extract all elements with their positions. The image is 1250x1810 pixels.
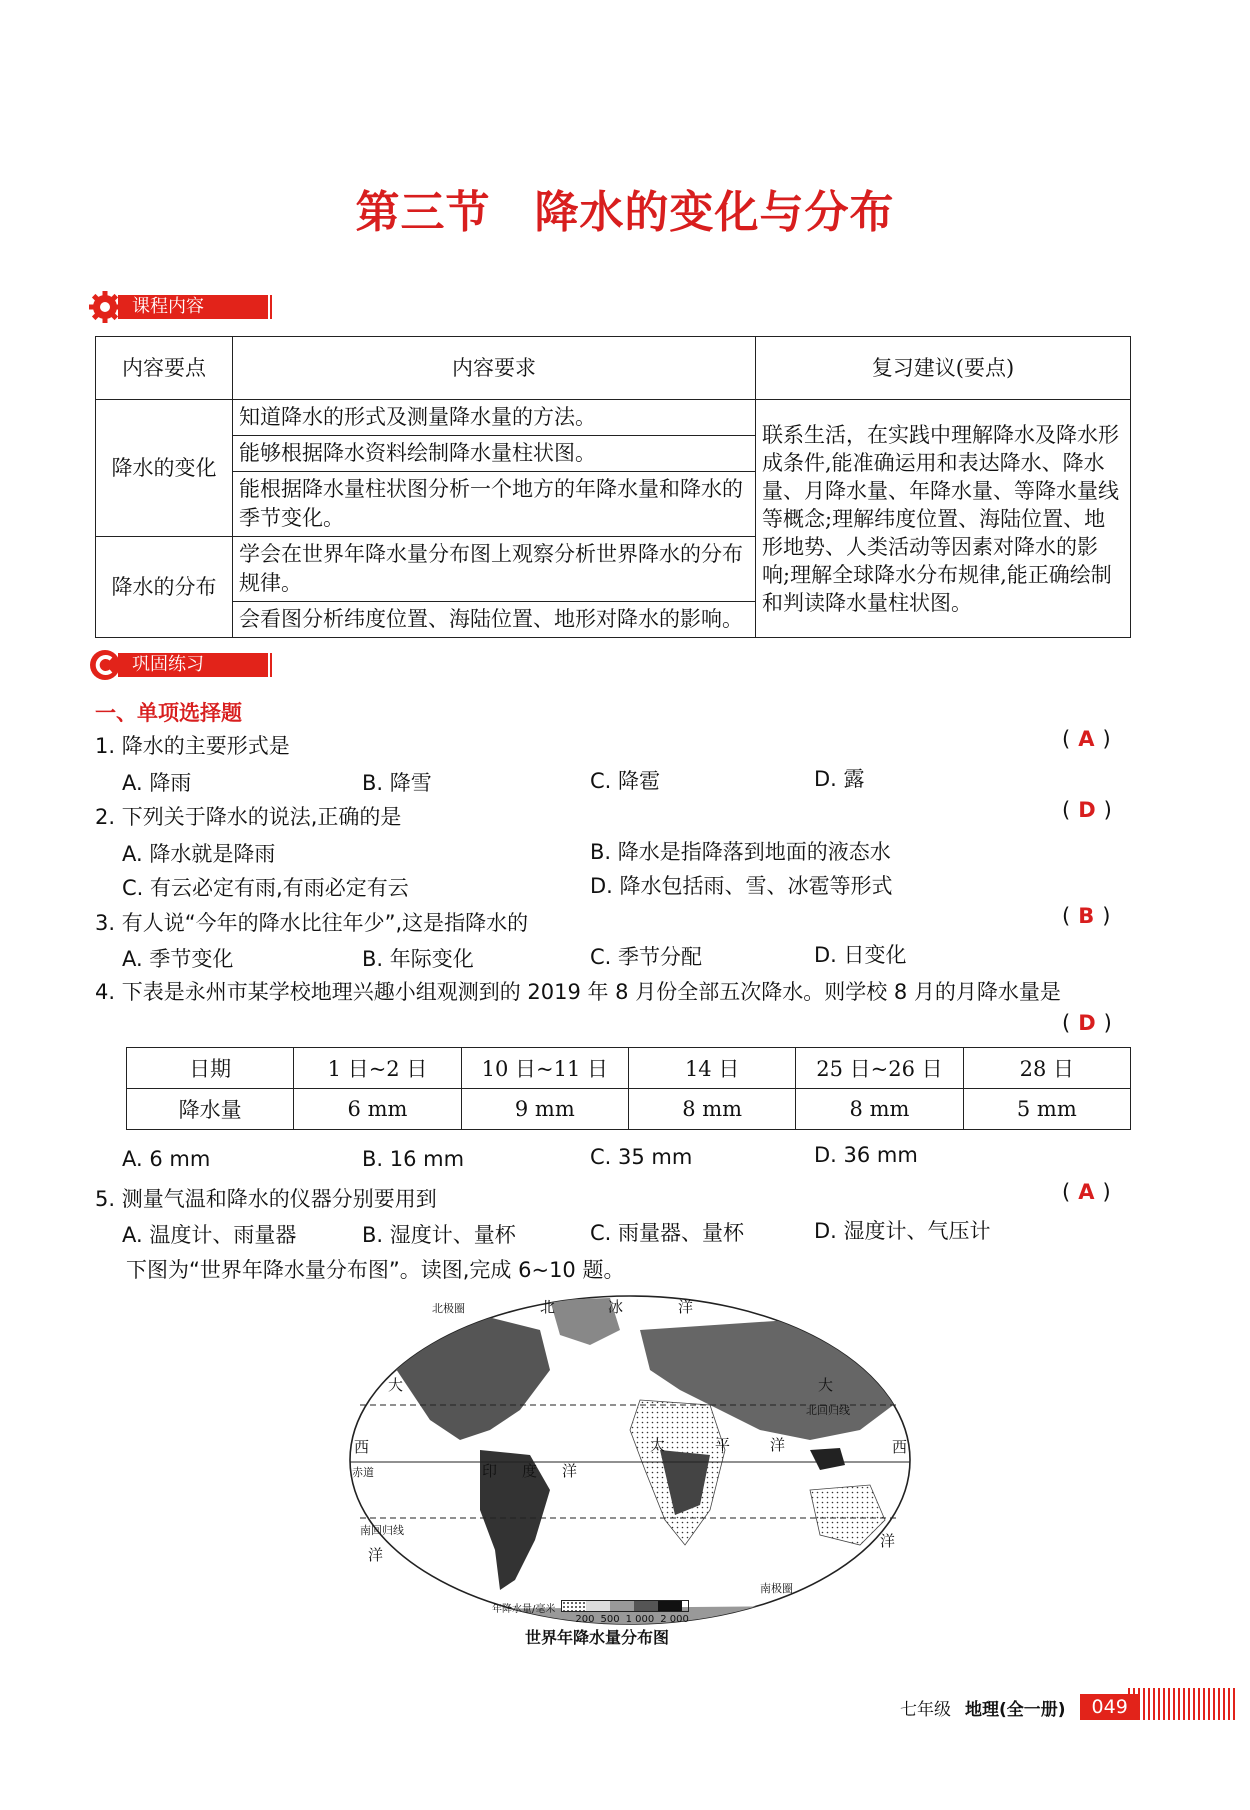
map-label: 洋 — [770, 1436, 786, 1454]
legend-tick: 2 000 — [660, 1614, 689, 1625]
option: C. 35 mm — [590, 1145, 693, 1169]
group-label: 降水的分布 — [96, 537, 233, 638]
table-cell: 日期 — [127, 1048, 294, 1089]
legend-tick: 1 000 — [625, 1614, 655, 1625]
footer-decoration — [1128, 1688, 1236, 1720]
part-heading: 一、单项选择题 — [95, 701, 242, 725]
table-cell: 28 日 — [963, 1048, 1130, 1089]
header-cell: 内容要求 — [233, 337, 756, 400]
option: D. 露 — [814, 767, 865, 791]
answer-letter: A — [1078, 727, 1095, 751]
map-caption: 世界年降水量分布图 — [525, 1628, 670, 1647]
map-label: 太 — [650, 1436, 666, 1454]
section-name: 降水的变化与分布 — [534, 187, 895, 238]
map-label: 洋 — [678, 1298, 694, 1316]
legend-tick: 500 — [600, 1614, 620, 1625]
question-stem: 4. 下表是永州市某学校地理兴趣小组观测到的 2019 年 8 月份全部五次降水。则学校 8 月的月降水量是 — [95, 980, 1061, 1004]
practice-icon — [88, 648, 122, 682]
table-cell: 降水量 — [127, 1089, 294, 1130]
legend-title: 年降水量/毫米 — [492, 1604, 556, 1615]
map-label: 北 — [540, 1298, 556, 1316]
option: C. 季节分配 — [590, 945, 703, 969]
answer-letter: B — [1078, 904, 1095, 928]
header-cell: 复习建议(要点) — [756, 337, 1131, 400]
map-label: 大 — [388, 1376, 404, 1394]
map-label: 北极圈 — [432, 1302, 465, 1315]
answer-letter: D — [1078, 798, 1096, 822]
option: B. 湿度计、量杯 — [362, 1223, 516, 1247]
table-cell: 5 mm — [963, 1089, 1130, 1130]
course-table — [95, 336, 1131, 638]
option: A. 6 mm — [122, 1147, 211, 1171]
option: A. 温度计、雨量器 — [122, 1223, 297, 1247]
option: D. 降水包括雨、雪、冰雹等形式 — [590, 874, 893, 898]
map-label: 平 — [715, 1436, 731, 1454]
legend-swatch — [586, 1601, 610, 1611]
option: B. 16 mm — [362, 1147, 465, 1171]
section-label: 巩固练习 — [118, 653, 266, 677]
map-label: 洋 — [562, 1462, 578, 1480]
map-label: 洋 — [368, 1546, 384, 1564]
question-stem: 2. 下列关于降水的说法,正确的是 — [95, 805, 402, 829]
map-label: 赤道 — [352, 1466, 374, 1479]
map-label: 度 — [522, 1462, 538, 1480]
legend-swatch — [634, 1601, 658, 1611]
option: A. 降水就是降雨 — [122, 842, 276, 866]
table-cell: 9 mm — [461, 1089, 628, 1130]
map-label: 大 — [818, 1376, 834, 1394]
gear-icon — [88, 290, 122, 324]
legend-swatch — [562, 1601, 586, 1611]
map-label: 西 — [354, 1438, 370, 1456]
footer-grade: 七年级 — [900, 1699, 951, 1720]
option: B. 降水是指降落到地面的液态水 — [590, 840, 891, 864]
advice-cell: 联系生活，在实践中理解降水及降水形成条件,能准确运用和表达降水、降水量、月降水量、年降水量、等降水量线等概念;理解纬度位置、海陆位置、地形地势、人类活动等因素对降水的影响;理解全球降水分布规律,能正确绘制和判读降水量柱状图。 — [756, 400, 1131, 638]
table-cell: 1 日~2 日 — [294, 1048, 461, 1089]
section-header-practice — [88, 650, 288, 680]
requirement-cell: 会看图分析纬度位置、海陆位置、地形对降水的影响。 — [233, 602, 756, 638]
question-stem: 3. 有人说“今年的降水比往年少”,这是指降水的 — [95, 911, 529, 935]
map-label: 西 — [892, 1438, 908, 1456]
option: C. 雨量器、量杯 — [590, 1221, 745, 1245]
table-cell: 10 日~11 日 — [461, 1048, 628, 1089]
answer-slot: ( D ) — [1062, 1011, 1112, 1035]
option: B. 年际变化 — [362, 947, 474, 971]
question-stem: 5. 测量气温和降水的仪器分别要用到 — [95, 1187, 437, 1211]
option: A. 季节变化 — [122, 947, 234, 971]
requirement-cell: 能根据降水量柱状图分析一个地方的年降水量和降水的季节变化。 — [233, 472, 756, 537]
map-label: 南极圈 — [760, 1582, 793, 1595]
section-header-course — [88, 292, 288, 322]
page-footer — [900, 1694, 1140, 1720]
option: D. 湿度计、气压计 — [814, 1219, 991, 1243]
map-label: 南回归线 — [360, 1524, 404, 1537]
table-cell: 25 日~26 日 — [796, 1048, 963, 1089]
option: A. 降雨 — [122, 771, 192, 795]
table-cell: 8 mm — [628, 1089, 795, 1130]
page-title — [0, 176, 1250, 240]
map-label: 冰 — [608, 1298, 624, 1316]
legend-swatch — [610, 1601, 634, 1611]
option: D. 日变化 — [814, 943, 907, 967]
legend-swatches — [561, 1600, 688, 1612]
requirement-cell: 能够根据降水资料绘制降水量柱状图。 — [233, 436, 756, 472]
answer-slot: ( A ) — [1062, 1180, 1111, 1204]
section-number: 第三节 — [355, 187, 491, 238]
answer-letter: D — [1078, 1011, 1096, 1035]
page-number: 049 — [1080, 1694, 1140, 1720]
map-intro: 下图为“世界年降水量分布图”。读图,完成 6~10 题。 — [126, 1258, 625, 1282]
answer-slot: ( B ) — [1062, 904, 1111, 928]
table-cell: 8 mm — [796, 1089, 963, 1130]
group-label: 降水的变化 — [96, 400, 233, 537]
legend-tick: 200 — [575, 1614, 595, 1625]
requirement-cell: 知道降水的形式及测量降水量的方法。 — [233, 400, 756, 436]
legend-swatch — [658, 1601, 682, 1611]
option: B. 降雪 — [362, 771, 432, 795]
answer-slot: ( A ) — [1062, 727, 1111, 751]
option: D. 36 mm — [814, 1143, 918, 1167]
answer-letter: A — [1078, 1180, 1095, 1204]
answer-slot: ( D ) — [1062, 798, 1112, 822]
map-legend — [492, 1600, 689, 1625]
map-label: 北回归线 — [806, 1404, 850, 1417]
world-precipitation-map — [340, 1290, 920, 1630]
question-stem: 1. 降水的主要形式是 — [95, 734, 290, 758]
footer-subject: 地理(全一册) — [965, 1699, 1066, 1720]
header-cell: 内容要点 — [96, 337, 233, 400]
table-cell: 6 mm — [294, 1089, 461, 1130]
table-cell: 14 日 — [628, 1048, 795, 1089]
requirement-cell: 学会在世界年降水量分布图上观察分析世界降水的分布规律。 — [233, 537, 756, 602]
option: C. 有云必定有雨,有雨必定有云 — [122, 876, 409, 900]
rainfall-table — [126, 1047, 1131, 1130]
map-label: 印 — [482, 1462, 498, 1480]
option: C. 降雹 — [590, 769, 661, 793]
section-label: 课程内容 — [118, 295, 266, 319]
map-label: 洋 — [880, 1532, 896, 1550]
